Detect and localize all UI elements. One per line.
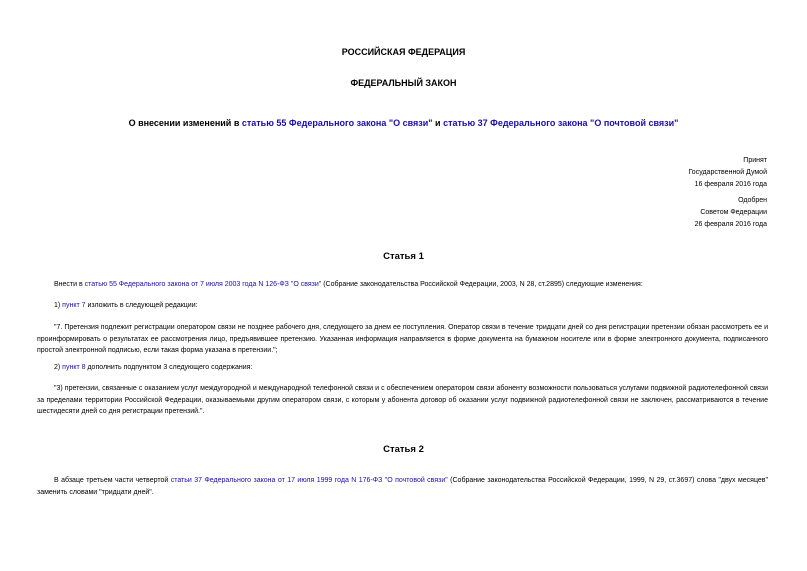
item-1-quote: "7. Претензия подлежит регистрации оператором связи не позднее рабочего дня, следующего за днем ее поступления. Оператор связи в течение тридцати дней со дня регистрации претензии обязан рассмотреть ее и проинформировать о результатах ее рассмотрения лицо, предъявившее претензию. Указанная информация направляется в форме документа на бумажном носителе или в форме электронного документа, подписанного простой электронной подписью, если такая форма указана в претензии.";	[37, 324, 768, 354]
link-article-55-communications[interactable]: статью 55 Федерального закона "О связи"	[241, 118, 433, 128]
article-1-item-1	[37, 300, 768, 312]
law-title-prefix: О внесении изменений в	[128, 118, 242, 128]
article-1-item-2	[37, 362, 768, 374]
law-title	[0, 118, 807, 128]
link-law-126-fz[interactable]: статью 55 Федерального закона от 7 июля 2003 года N 126-ФЗ "О связи"	[84, 281, 322, 288]
item-1-number: 1)	[54, 302, 63, 309]
adopted-label: Принят	[743, 157, 767, 164]
country-heading: РОССИЙСКАЯ ФЕДЕРАЦИЯ	[341, 47, 466, 57]
law-title-mid: и	[432, 118, 444, 128]
article-2-suffix: (Собрание законодательства Российской Федерации, 1999, N 29, ст.3697) слова "двух месяцев" заменить словами "тридцати дней".	[37, 477, 768, 496]
link-point-7[interactable]: пункт 7	[62, 302, 86, 309]
approved-by-council	[567, 195, 767, 231]
link-point-8[interactable]: пункт 8	[62, 364, 86, 371]
article-1-intro-suffix: (Собрание законодательства Российской Федерации, 2003, N 28, ст.2895) следующие изменения:	[321, 281, 643, 288]
article-1-intro-prefix: Внести в	[54, 281, 85, 288]
link-law-176-fz[interactable]: статьи 37 Федерального закона от 17 июля 1999 года N 176-ФЗ "О почтовой связи"	[170, 477, 448, 484]
adopted-date: 16 февраля 2016 года	[694, 181, 767, 188]
article-1-heading: Статья 1	[383, 251, 424, 262]
item-2-text: дополнить подпунктом 3 следующего содержания:	[85, 364, 253, 371]
article-1-intro	[37, 279, 768, 291]
link-article-37-postal[interactable]: статью 37 Федерального закона "О почтовой связи"	[443, 118, 679, 128]
approved-label: Одобрен	[738, 197, 767, 204]
article-2-text	[37, 475, 768, 498]
item-2-number: 2)	[54, 364, 63, 371]
item-2-quote: "3) претензии, связанные с оказанием услуг междугородной и международной телефонной связи и с обеспечением оператором связи абоненту возможности пользоваться услугами подвижной радиотелефонной связи за пределами территории Российской Федерации, оказываемыми другим оператором связи, с которым у абонента договор об оказании услуг подвижной радиотелефонной связи не заключен, рассматриваются в течение шестидесяти дней со дня регистрации претензий.".	[37, 385, 768, 415]
article-2-prefix: В абзаце третьем части четвертой	[54, 477, 171, 484]
item-1-text: изложить в следующей редакции:	[85, 302, 198, 309]
adopted-by-duma	[567, 155, 767, 191]
law-type-heading: ФЕДЕРАЛЬНЫЙ ЗАКОН	[350, 78, 457, 88]
approved-date: 26 февраля 2016 года	[694, 221, 767, 228]
article-2-heading: Статья 2	[383, 444, 424, 455]
adopted-body: Государственной Думой	[688, 169, 767, 176]
approved-body: Советом Федерации	[700, 209, 767, 216]
